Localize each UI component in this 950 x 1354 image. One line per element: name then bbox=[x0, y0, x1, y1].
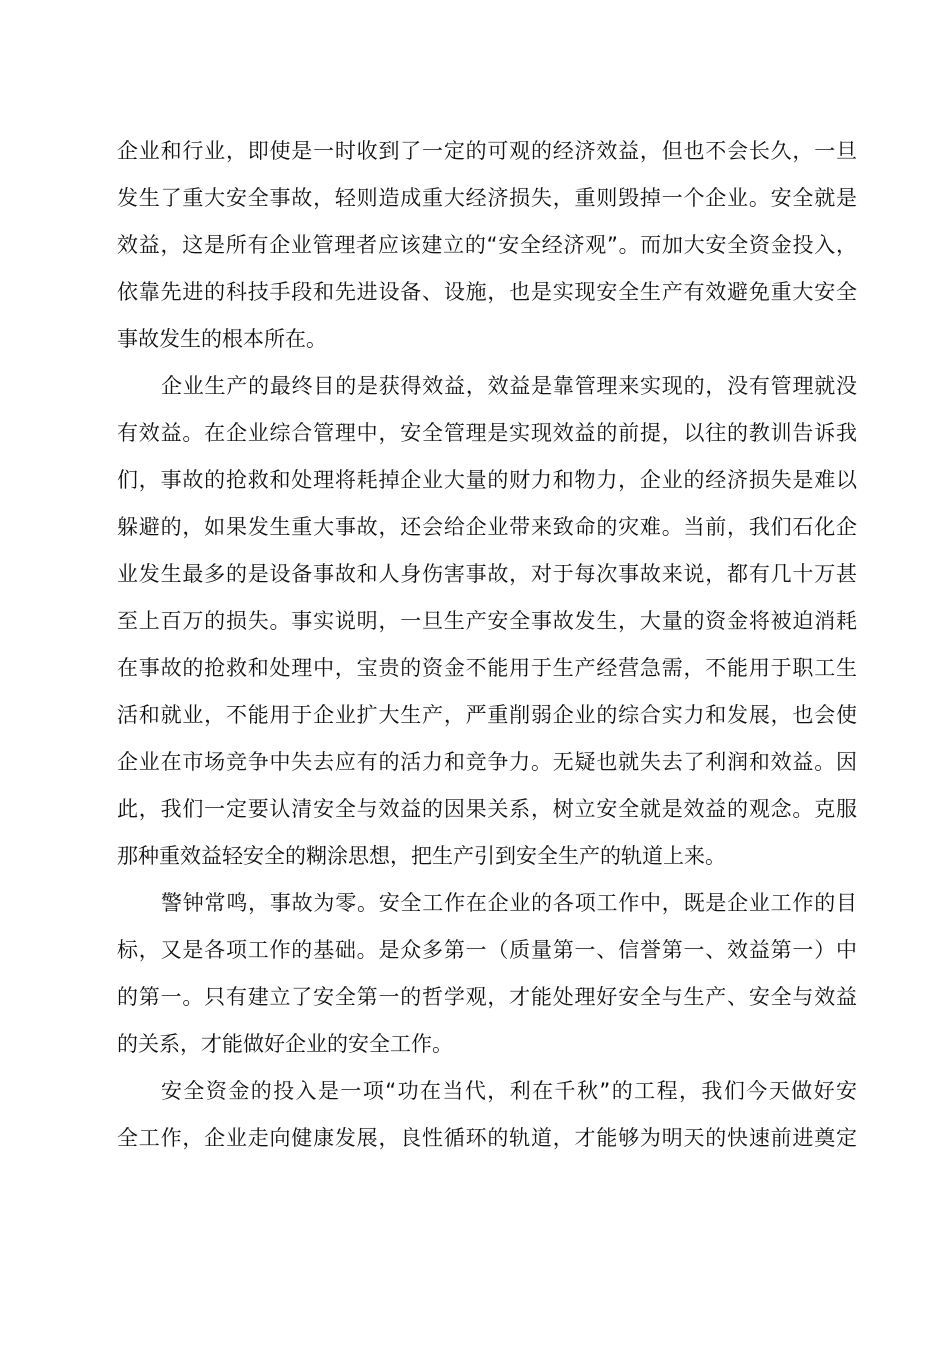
text-line: 有效益。在企业综合管理中，安全管理是实现效益的前提，以往的教训告诉我 bbox=[117, 421, 857, 445]
text-line: 标，又是各项工作的基础。是众多第一（质量第一、信誉第一、效益第一）中 bbox=[117, 938, 857, 962]
text-line: 至上百万的损失。事实说明，一旦生产安全事故发生，大量的资金将被迫消耗 bbox=[117, 609, 857, 633]
text-line: 效益，这是所有企业管理者应该建立的“安全经济观”。而加大安全资金投入， bbox=[117, 233, 857, 257]
text-line: 业发生最多的是设备事故和人身伤害事故，对于每次事故来说，都有几十万甚 bbox=[117, 562, 857, 586]
text-line: 那种重效益轻安全的糊涂思想，把生产引到安全生产的轨道上来。 bbox=[117, 844, 726, 868]
text-line: 的关系，才能做好企业的安全工作。 bbox=[117, 1032, 453, 1056]
text-line: 活和就业，不能用于企业扩大生产，严重削弱企业的综合实力和发展，也会使 bbox=[117, 703, 857, 727]
paragraph bbox=[117, 128, 857, 363]
text-line: 企业生产的最终目的是获得效益，效益是靠管理来实现的，没有管理就没 bbox=[161, 374, 857, 398]
text-line: 躲避的，如果发生重大事故，还会给企业带来致命的灾难。当前，我们石化企 bbox=[117, 515, 857, 539]
paragraph bbox=[117, 363, 857, 880]
text-line: 企业和行业，即使是一时收到了一定的可观的经济效益，但也不会长久，一旦 bbox=[117, 139, 857, 163]
text-line: 在事故的抢救和处理中，宝贵的资金不能用于生产经营急需，不能用于职工生 bbox=[117, 656, 857, 680]
text-line: 们，事故的抢救和处理将耗掉企业大量的财力和物力，企业的经济损失是难以 bbox=[117, 468, 857, 492]
text-line: 企业在市场竞争中失去应有的活力和竞争力。无疑也就失去了利润和效益。因 bbox=[117, 750, 857, 774]
text-line: 事故发生的根本所在。 bbox=[117, 327, 327, 351]
paragraph bbox=[117, 880, 857, 1068]
text-line: 安全资金的投入是一项“功在当代，利在千秋”的工程，我们今天做好安 bbox=[161, 1079, 857, 1103]
text-line: 警钟常鸣，事故为零。安全工作在企业的各项工作中，既是企业工作的目 bbox=[161, 891, 857, 915]
text-line: 发生了重大安全事故，轻则造成重大经济损失，重则毁掉一个企业。安全就是 bbox=[117, 186, 857, 210]
text-line: 依靠先进的科技手段和先进设备、设施，也是实现安全生产有效避免重大安全 bbox=[117, 280, 857, 304]
text-line: 的第一。只有建立了安全第一的哲学观，才能处理好安全与生产、安全与效益 bbox=[117, 985, 857, 1009]
text-line: 此，我们一定要认清安全与效益的因果关系，树立安全就是效益的观念。克服 bbox=[117, 797, 857, 821]
paragraph bbox=[117, 1068, 857, 1162]
document-body bbox=[117, 128, 857, 1162]
text-line: 全工作，企业走向健康发展，良性循环的轨道，才能够为明天的快速前进奠定 bbox=[117, 1126, 857, 1150]
